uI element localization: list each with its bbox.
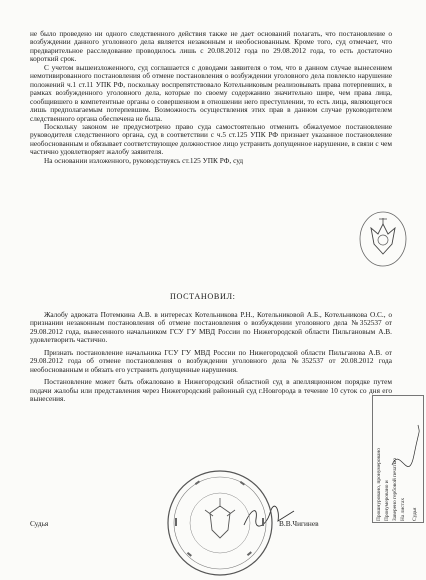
signature-name: В.В.Чигинев bbox=[279, 519, 319, 528]
ruling-text-bottom bbox=[30, 311, 392, 404]
signature-role: Судья bbox=[30, 519, 49, 528]
stamp-line: Судья bbox=[412, 507, 418, 521]
paragraph: На основании изложенного, руководствуясь ст.125 УПК РФ, суд bbox=[44, 155, 244, 165]
ruling-text-top bbox=[30, 30, 392, 165]
stamp-line: Пронумеровано и bbox=[384, 480, 390, 521]
paragraph: Жалобу адвоката Потемкина А.В. в интересах Котельникова Р.Н., Котельниковой А.Б., Котельникова О.С., о признании незаконным постановления об отмене постановления о возбуждении уголовного дела №352537 от 29.08.2012 года, вынесенного начальником ГСУ ГУ МВД России по Нижегородской области Пильгановым А.В. удовлетворить частично. bbox=[30, 310, 392, 345]
coat-of-arms-stamp bbox=[358, 210, 408, 268]
paragraph: Постановление может быть обжаловано в Нижегородский областной суд в апелляционном порядке путем подачи жалобы или представления через Нижегородский районный суд г.Новгорода в течение 10 суток со дня его вынесения. bbox=[30, 377, 392, 404]
stamp-line: Прошнуровано, пронумеровано bbox=[376, 448, 382, 521]
binding-stamp bbox=[372, 395, 424, 523]
section-heading: ПОСТАНОВИЛ: bbox=[170, 292, 236, 301]
paragraph: не было проведено ни одного следственного действия также не дает оснований полагать, что постановление о возбуждении данного уголовного дела является незаконным и необоснованным. Кроме того, суд отмечает, что предварительное расследование проводилось лишь с 20.08.2012 года по 29.08.2012 года, то есть достаточно короткий срок. bbox=[30, 29, 392, 64]
paragraph: С учетом вышеизложенного, суд соглашается с доводами заявителя о том, что в данном случае вынесением немотивированного постановления об отмене постановления о возбуждении уголовного дела повлекло нарушение положений ч.1 ст.11 УПК РФ, поскольку воспрепятствовало Котельниковым реализовывать права потерпевших, в рамках возбужденного уголовного дела, которые по своему содержанию значительно шире, чем права лица, сообщившего в компетентные органы о совершенном в отношении него преступлении, то есть лица, являющегося лишь предполагаемым потерпевшим. Возможность осуществления этих прав в данном случае руководителем следственного органа обеспечена не была. bbox=[30, 62, 392, 123]
paragraph: Поскольку законом не предусмотрено право суда самостоятельно отменить обжалуемое постановление руководителя следственного органа, суд в соответствии с ч.5 ст.125 УПК РФ признает указанное постановление необоснованным и обязывает соответствующее должностное лицо устранить допущенное нарушение, в связи с чем частично удовлетворяет жалобу заявителя. bbox=[30, 121, 392, 157]
stamp-line: Заверено гербовой печатью bbox=[392, 457, 398, 521]
stamp-line: На листах bbox=[400, 497, 406, 521]
paragraph: Признать постановление начальника ГСУ ГУ МВД России по Нижегородской области Пильганова А.В. от 29.08.2012 года об отмене постановления о возбуждении уголовного дела №352537 от 20.08.2012 года необоснованным и обязать его устранить допущенные нарушения. bbox=[30, 347, 392, 374]
round-seal bbox=[165, 468, 275, 578]
